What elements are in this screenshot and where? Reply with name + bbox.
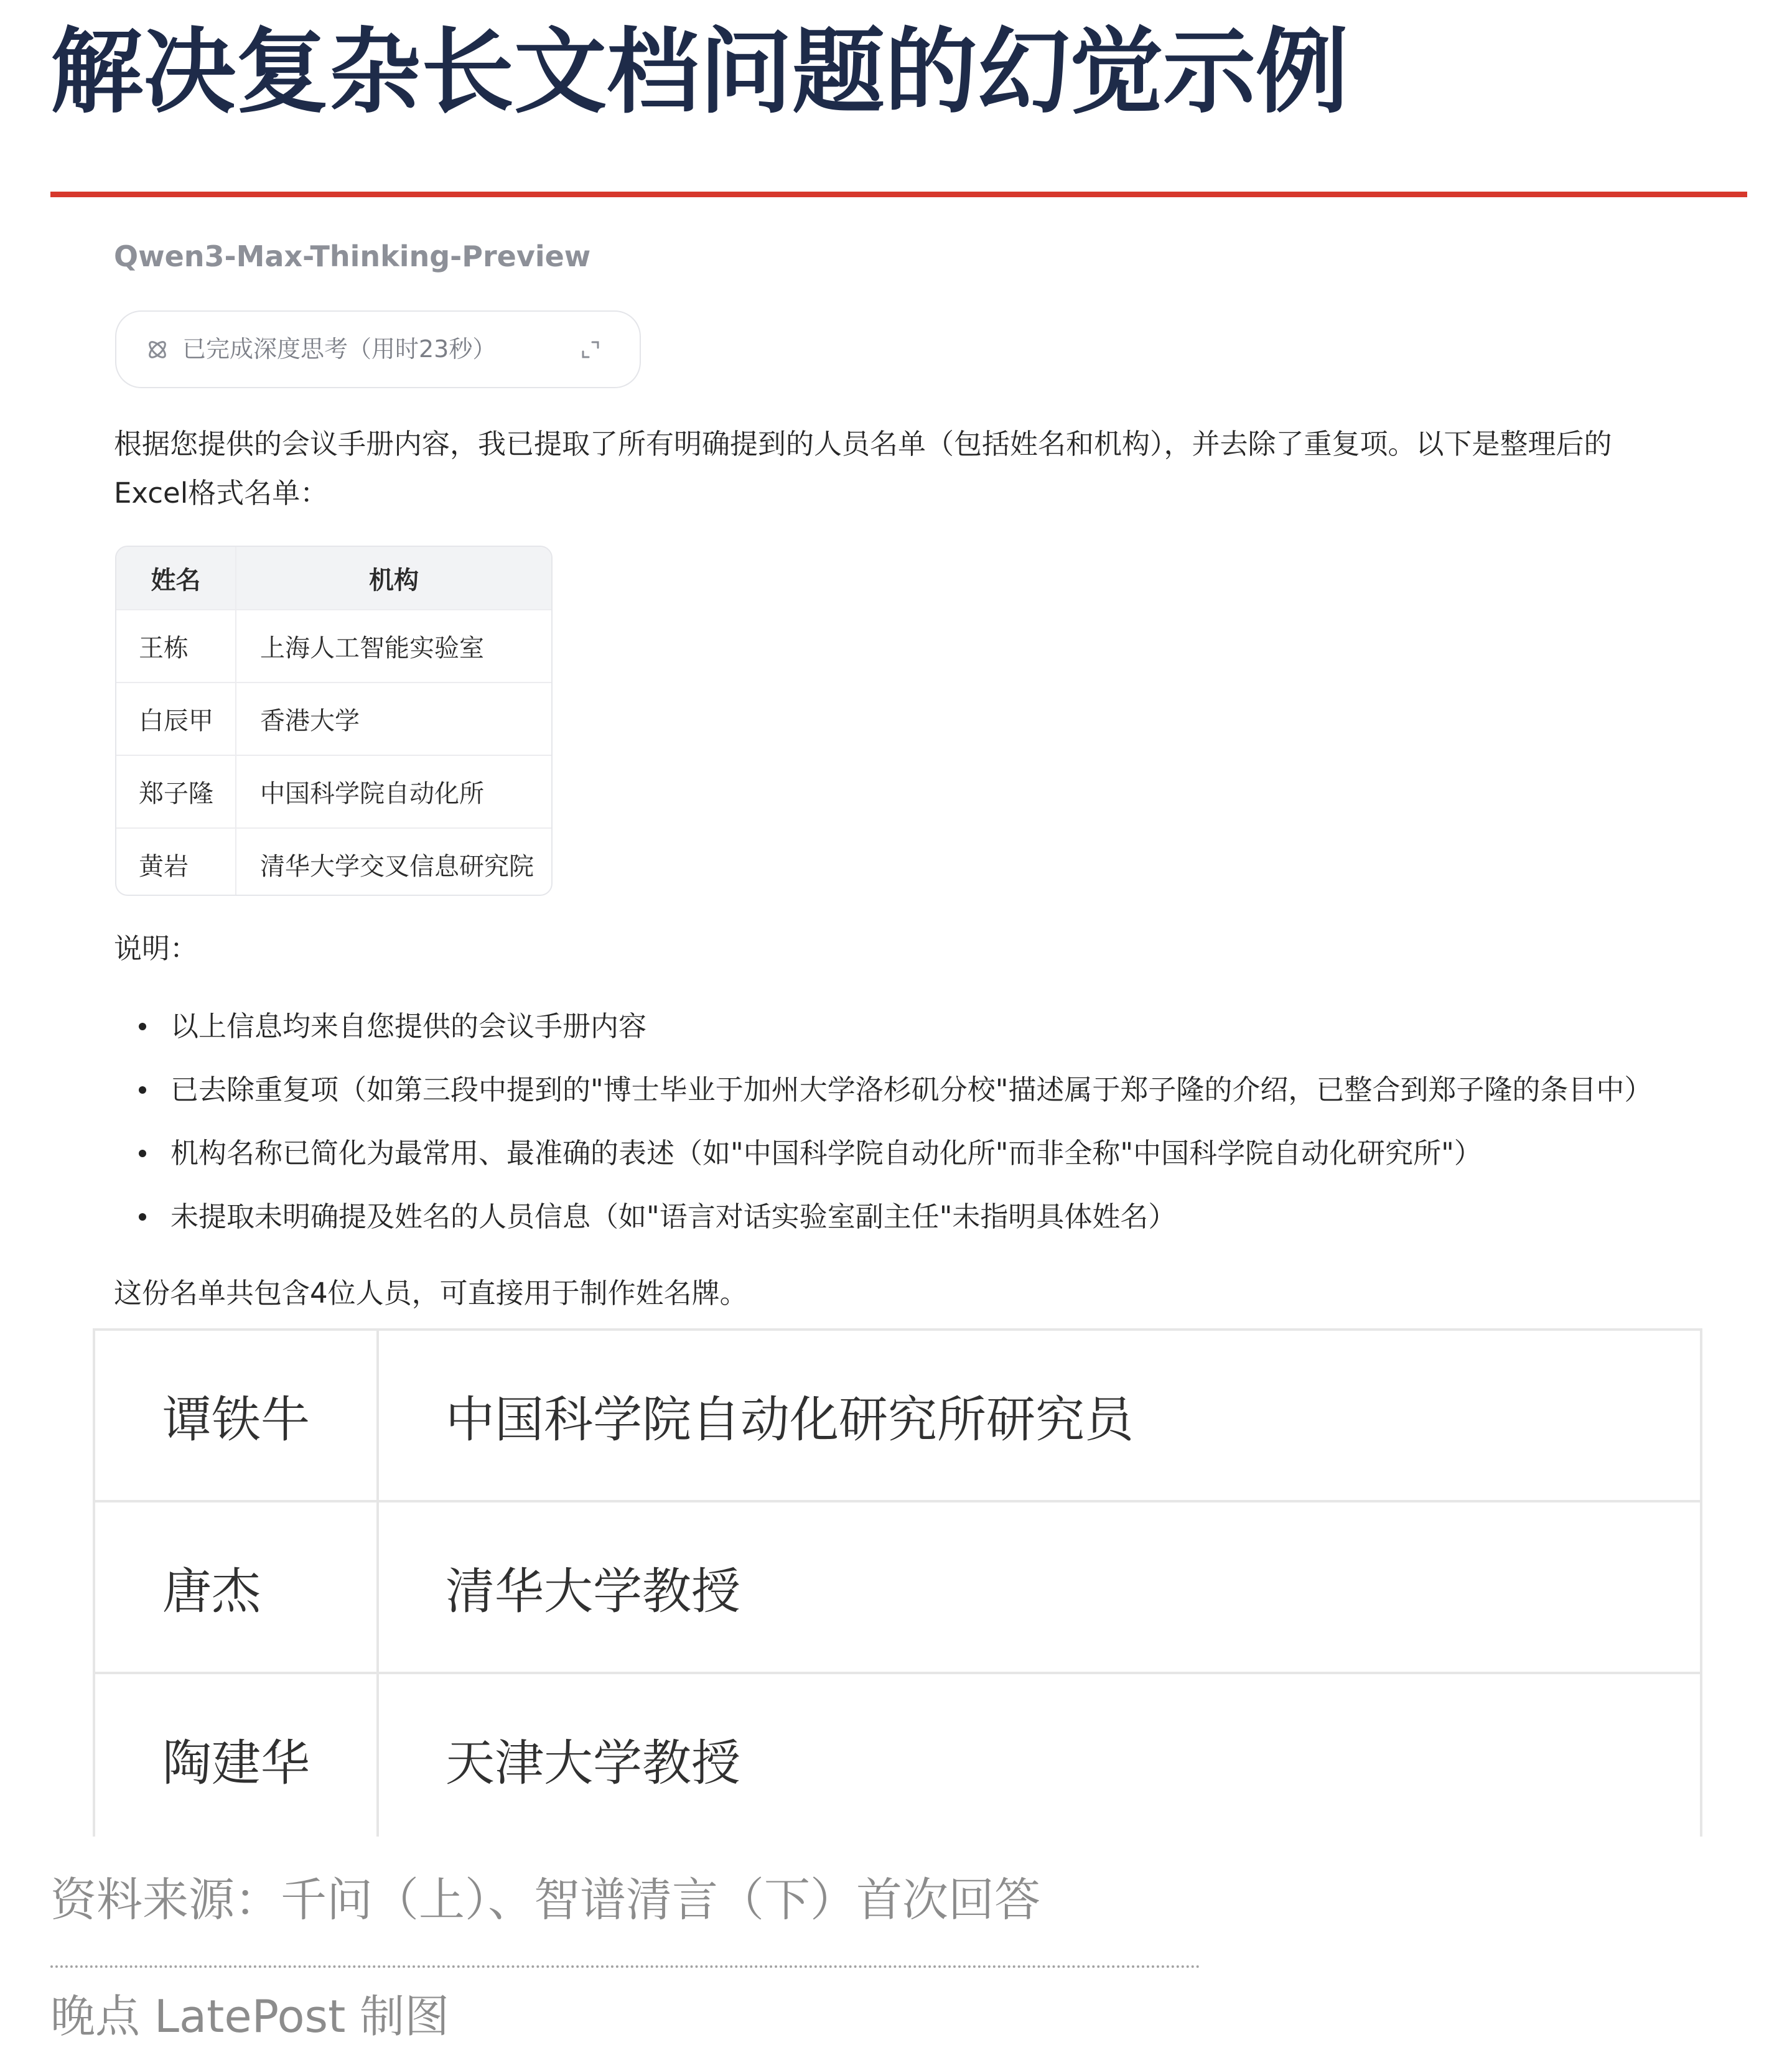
cell-organization: 清华大学教授 [378, 1501, 1700, 1673]
cell-organization: 中国科学院自动化研究所研究员 [378, 1331, 1700, 1501]
cell-name: 郑子隆 [116, 755, 236, 828]
note-text: 已去除重复项（如第三段中提到的"博士毕业于加州大学洛杉矶分校"描述属于郑子隆的介绍，已整合到郑子隆的条目中） [170, 1073, 1653, 1106]
table-row [116, 755, 551, 828]
note-text: 机构名称已简化为最常用、最准确的表述（如"中国科学院自动化所"而非全称"中国科学院自动化研究所"） [170, 1137, 1482, 1170]
thinking-icon [145, 337, 170, 362]
cell-organization: 香港大学 [236, 682, 551, 755]
note-text: 未提取未明确提及姓名的人员信息（如"语言对话实验室副主任"未指明具体姓名） [170, 1200, 1177, 1233]
summary-text: 这份名单共包含4位人员，可直接用于制作姓名牌。 [114, 1277, 748, 1310]
bullet-icon [139, 1023, 146, 1030]
note-text: 以上信息均来自您提供的会议手册内容 [170, 1010, 647, 1043]
source-caption: 资料来源：千问（上）、智谱清言（下）首次回答 [50, 1873, 1040, 1927]
thinking-status-label: 已完成深度思考（用时23秒） [182, 335, 497, 363]
footer-divider [50, 1965, 1200, 1968]
expand-icon[interactable] [580, 339, 601, 360]
cell-name: 王栋 [116, 610, 236, 682]
table-row [95, 1673, 1700, 1837]
cell-organization: 上海人工智能实验室 [236, 610, 551, 682]
cell-organization: 清华大学交叉信息研究院 [236, 828, 551, 896]
cell-name: 陶建华 [95, 1673, 378, 1837]
cell-name: 白辰甲 [116, 682, 236, 755]
intro-line-2: Excel格式名单： [114, 477, 329, 510]
cell-name: 谭铁牛 [95, 1331, 378, 1501]
cell-name: 黄岩 [116, 828, 236, 896]
header-organization: 机构 [236, 547, 551, 610]
table-header-row [116, 547, 551, 610]
cell-organization: 中国科学院自动化所 [236, 755, 551, 828]
notes-label: 说明： [114, 932, 198, 965]
table-row [116, 682, 551, 755]
table-row [95, 1501, 1700, 1673]
credit-caption: 晚点 LatePost 制图 [50, 1990, 450, 2042]
intro-line-1: 根据您提供的会议手册内容，我已提取了所有明确提到的人员名单（包括姓名和机构），并去除了重复项。以下是整理后的 [114, 427, 1612, 460]
bullet-icon [139, 1150, 146, 1157]
name-list-table [115, 546, 553, 896]
model-name: Qwen3-Max-Thinking-Preview [114, 240, 591, 273]
cell-organization: 天津大学教授 [378, 1673, 1700, 1837]
page-title: 解决复杂长文档问题的幻觉示例 [50, 19, 1348, 126]
cell-name: 唐杰 [95, 1501, 378, 1673]
table-row [116, 610, 551, 682]
table-row [116, 828, 551, 896]
bullet-icon [139, 1086, 146, 1094]
bullet-icon [139, 1213, 146, 1221]
table-row [95, 1331, 1700, 1501]
zhipu-answer-table [93, 1328, 1702, 1837]
thinking-toggle[interactable] [115, 310, 641, 388]
title-divider [50, 192, 1747, 197]
header-name: 姓名 [116, 547, 236, 610]
